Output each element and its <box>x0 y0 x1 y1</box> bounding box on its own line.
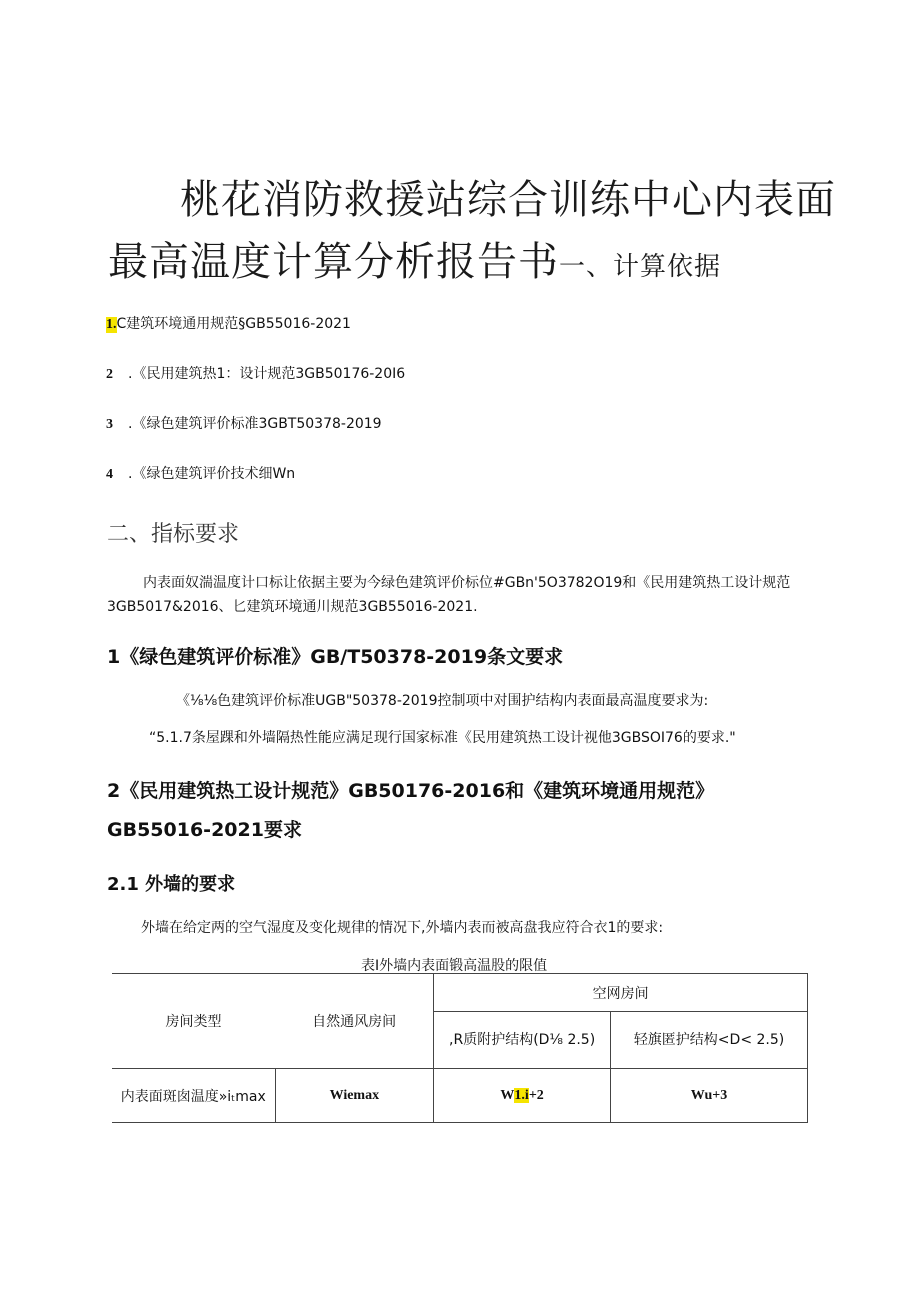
table-row <box>112 1069 808 1123</box>
reference-number: 4 <box>106 467 113 482</box>
header-ac-room: 空网房间 <box>434 974 808 1012</box>
report-title-main: 最高温度计算分析报告书 <box>108 239 559 285</box>
subsection2-heading-line1: 2《民用建筑热工设计规范》GB50176-2016和《建筑环境通用规范》 <box>107 780 715 802</box>
table-caption: 表I外墙内表面锻高温股的限值 <box>361 958 548 974</box>
reference-item-1 <box>106 313 351 333</box>
header-room-type: 房间类型 <box>112 974 275 1069</box>
cell-heavy-prefix: W <box>500 1087 515 1103</box>
reference-number: 1. <box>106 317 117 332</box>
row-label: 内表面斑囱温度»iₜmax <box>112 1069 275 1123</box>
reference-number: 2 <box>106 367 113 382</box>
reference-text: C建筑环境通用规范§GB55016-2021 <box>116 316 351 332</box>
section2-paragraph-line2: 3GB5017&2016、匕建筑环境通川规范3GB55016-2021. <box>107 599 478 615</box>
reference-item-3 <box>106 413 382 433</box>
header-natural-ventilation: 自然通风房间 <box>275 974 434 1069</box>
report-title-line1: 桃花消防救援站综合训练中心内表面 <box>180 177 836 223</box>
cell-heavy-highlight: 1.i <box>514 1087 529 1103</box>
subsection1-line2: “5.1.7条屋踝和外墙隔热性能应满足现行国家标准《民用建筑热工设计视他3GBSOI76的要求." <box>149 730 736 746</box>
header-heavy-envelope: ,R质附护结构(D⅛ 2.5) <box>434 1012 611 1069</box>
cell-heavy-value <box>434 1069 611 1123</box>
subsection21-heading: 2.1 外墙的要求 <box>107 874 236 895</box>
reference-item-2 <box>106 363 405 383</box>
report-title-line2 <box>108 230 721 287</box>
subsection1-heading: 1《绿色建筑评价标准》GB/T50378-2019条文要求 <box>107 646 564 668</box>
reference-text: .《民用建筑热1：设计规范3GB50176-20I6 <box>128 366 406 382</box>
header-light-envelope: 轻旗匿护结构<D< 2.5) <box>611 1012 808 1069</box>
reference-text: .《绿色建筑评价技术细Wn <box>128 466 296 482</box>
section2-paragraph-line1: 内表面奴湍温度计口标让依据主要为今绿色建筑评价标位#GBn'5O3782O19和《民用建筑热工设计规范 <box>143 575 791 591</box>
reference-item-4 <box>106 463 295 483</box>
cell-heavy-suffix: +2 <box>528 1087 544 1103</box>
reference-number: 3 <box>106 417 113 432</box>
subsection1-line1: 《⅛⅛色建筑评价标准UGB"50378-2019控制项中对围护结构内表面最高温度要求为: <box>176 693 709 709</box>
subsection2-heading-line2: GB55016-2021要求 <box>107 819 302 841</box>
reference-text: .《绿色建筑评价标准3GBT50378-2019 <box>128 416 382 432</box>
cell-light-value: Wu+3 <box>611 1069 808 1123</box>
table-header-row <box>112 974 808 1012</box>
section1-heading: 一、计算依据 <box>559 252 722 282</box>
limits-table <box>112 973 808 1123</box>
section2-heading: 二、指标要求 <box>107 522 240 547</box>
cell-natural-value: Wiemax <box>275 1069 434 1123</box>
subsection21-paragraph: 外墙在给定两的空气湿度及变化规律的情况下,外墙内表而被高盘我应符合衣1的要求: <box>141 920 664 936</box>
